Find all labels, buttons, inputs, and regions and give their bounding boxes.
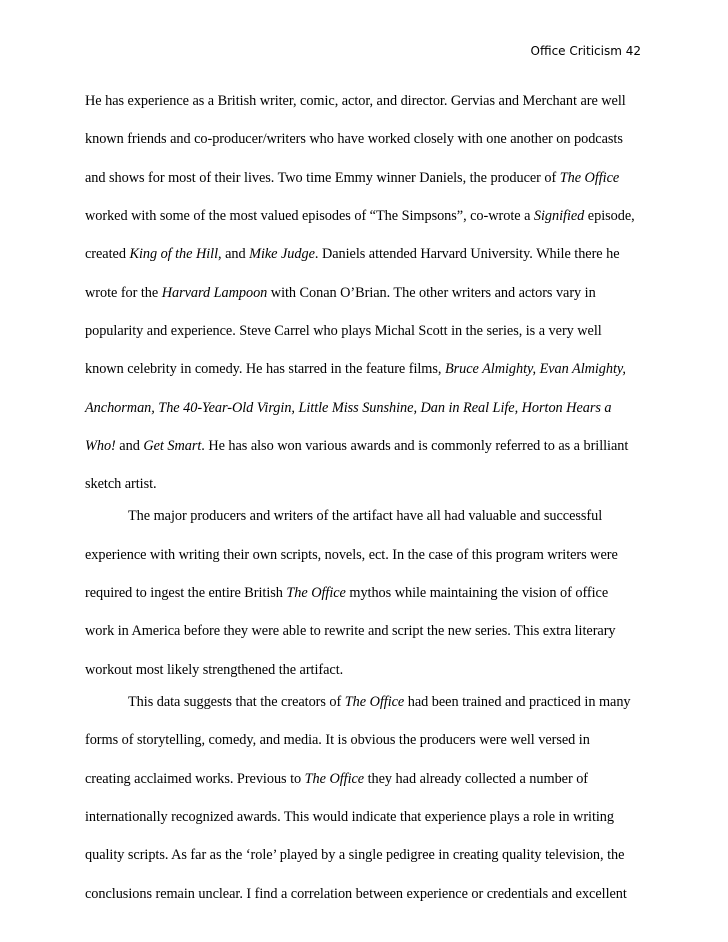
text-line xyxy=(85,94,645,108)
text-line xyxy=(85,401,645,415)
text-line xyxy=(85,548,645,562)
italic-title: The Office xyxy=(304,770,365,787)
text-run: known friends and co-producer/writers who have worked closely with one another on podcasts xyxy=(85,131,623,148)
text-line xyxy=(85,586,645,600)
italic-title: Harvard Lampoon xyxy=(161,284,268,301)
text-line xyxy=(85,509,645,523)
paragraph xyxy=(85,695,645,901)
text-run: known celebrity in comedy. He has starred in the feature films, xyxy=(85,361,445,378)
text-run: . Daniels attended Harvard University. While there he xyxy=(314,246,620,263)
text-line xyxy=(85,209,645,223)
text-run: . He has also won various awards and is commonly referred to as a brilliant xyxy=(201,438,629,455)
text-line xyxy=(85,171,645,185)
italic-title: Anchorman, The 40-Year-Old Virgin, Little Miss Sunshine, Dan in Real Life, Horton Hears a xyxy=(85,399,612,416)
text-line xyxy=(85,247,645,261)
text-run: created xyxy=(85,246,130,263)
text-line xyxy=(85,624,645,638)
italic-title: Mike Judge xyxy=(249,246,315,263)
italic-title: Bruce Almighty, Evan Almighty, xyxy=(444,361,626,378)
text-run: worked with some of the most valued episodes of “The Simpsons”, co-wrote a xyxy=(85,208,534,225)
text-line xyxy=(85,733,645,747)
text-run: with Conan O’Brian. The other writers and actors vary in xyxy=(267,284,596,301)
text-line xyxy=(85,695,645,709)
text-run: mythos while maintaining the vision of office xyxy=(345,585,609,602)
text-run: and xyxy=(115,438,144,455)
text-line xyxy=(85,663,645,677)
text-line xyxy=(85,324,645,338)
text-run: work in America before they were able to rewrite and script the new series. This extra literary xyxy=(85,623,616,640)
text-run: This data suggests that the creators of xyxy=(128,693,345,710)
text-line xyxy=(85,362,645,376)
text-line xyxy=(85,810,645,824)
text-run: wrote for the xyxy=(85,284,162,301)
text-run: sketch artist. xyxy=(85,476,157,493)
italic-title: The Office xyxy=(559,169,620,186)
text-line xyxy=(85,848,645,862)
text-line xyxy=(85,887,645,901)
italic-title: The Office xyxy=(344,693,405,710)
text-run: creating acclaimed works. Previous to xyxy=(85,770,305,787)
text-run: required to ingest the entire British xyxy=(85,585,287,602)
italic-title: Get Smart xyxy=(143,438,202,455)
italic-title: Signified xyxy=(533,208,585,225)
text-run: forms of storytelling, comedy, and media. It is obvious the producers were well versed in xyxy=(85,732,590,749)
paragraph xyxy=(85,94,645,491)
text-line xyxy=(85,772,645,786)
text-run: they had already collected a number of xyxy=(364,770,589,787)
text-run: workout most likely strengthened the artifact. xyxy=(85,661,344,678)
text-run: internationally recognized awards. This would indicate that experience plays a role in writing xyxy=(85,808,615,825)
text-run: He has experience as a British writer, comic, actor, and director. Gervias and Merchant are well xyxy=(85,93,626,109)
text-run: The major producers and writers of the artifact have all had valuable and successful xyxy=(128,508,603,525)
text-line xyxy=(85,477,645,491)
text-run: popularity and experience. Steve Carrel who plays Michal Scott in the series, is a very well xyxy=(85,323,602,340)
text-run: conclusions remain unclear. I find a correlation between experience or credentials and excellent xyxy=(85,885,627,902)
italic-title: The Office xyxy=(286,585,346,602)
text-line xyxy=(85,286,645,300)
italic-title: Who! xyxy=(85,438,116,455)
text-line xyxy=(85,439,645,453)
document-body xyxy=(85,94,645,901)
text-run: quality scripts. As far as the ‘role’ played by a single pedigree in creating quality television, the xyxy=(85,847,625,864)
text-run: experience with writing their own scripts, novels, ect. In the case of this program writers were xyxy=(85,546,618,563)
text-run: episode, xyxy=(584,208,635,225)
paragraph xyxy=(85,509,645,676)
italic-title: King of the Hill xyxy=(129,246,219,263)
text-run: had been trained and practiced in many xyxy=(404,693,631,710)
text-line xyxy=(85,132,645,146)
text-run: and shows for most of their lives. Two time Emmy winner Daniels, the producer of xyxy=(85,169,560,186)
running-head: Office Criticism 42 xyxy=(530,44,641,58)
text-run: , and xyxy=(218,246,250,263)
